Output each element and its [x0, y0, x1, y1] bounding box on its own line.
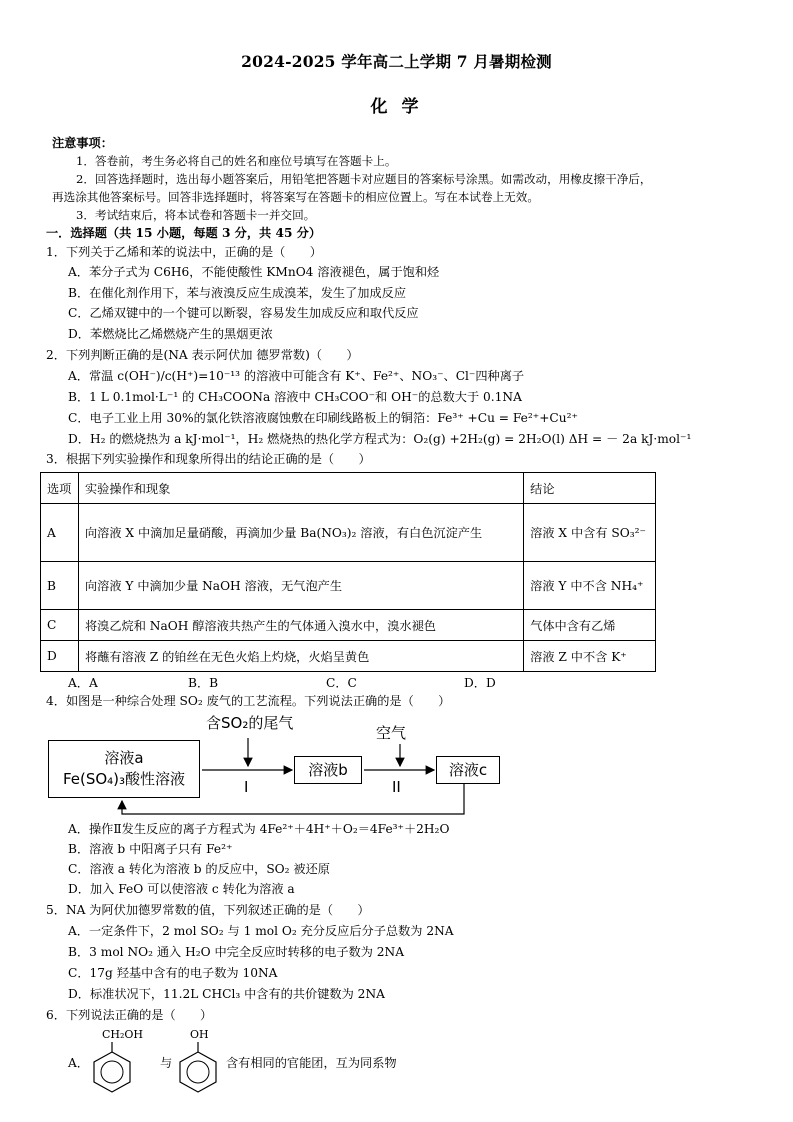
benzyl-alcohol-structure [88, 1042, 138, 1096]
table-cell: 溶液 X 中含有 SO₃²⁻ [524, 504, 656, 562]
exam-title: 2024-2025 学年高二上学期 7 月暑期检测 [241, 52, 552, 71]
question-stem: 2．下列判断正确的是(NA 表示阿伏加 德罗常数)（ ） [46, 348, 359, 362]
table-row [41, 562, 656, 610]
option-b: B．3 mol NO₂ 通入 H₂O 中完全反应时转移的电子数为 2NA [68, 945, 405, 959]
air-input-label: 空气 [376, 724, 407, 742]
section-heading: 一．选择题（共 15 小题，每题 3 分，共 45 分） [46, 226, 322, 240]
connector-word: 与 [160, 1056, 173, 1070]
table-cell: 溶液 Y 中不含 NH₄⁺ [524, 562, 656, 610]
notice-item: 1．答卷前，考生务必将自己的姓名和座位号填写在答题卡上。 [76, 154, 397, 168]
option-d: D．H₂ 的燃烧热为 a kJ·mol⁻¹，H₂ 燃烧热的热化学方程式为：O₂(g) +2H₂(g) = 2H₂O(l) ΔH = － 2a kJ·mol⁻¹ [68, 432, 692, 446]
option-c: C．C [326, 676, 357, 690]
option-a: A． [68, 1056, 89, 1070]
option-a: A．常温 c(OH⁻)/c(H⁺)=10⁻¹³ 的溶液中可能含有 K⁺、Fe²⁺、NO₃⁻、Cl⁻四种离子 [68, 369, 525, 383]
option-c: C．乙烯双键中的一个键可以断裂，容易发生加成反应和取代反应 [68, 306, 419, 320]
box-solution-a [48, 740, 200, 798]
option-b: B．1 L 0.1mol·L⁻¹ 的 CH₃COONa 溶液中 CH₃COO⁻和 OH⁻的总数大于 0.1NA [68, 390, 522, 404]
phenol-structure [174, 1042, 224, 1096]
notice-heading: 注意事项： [52, 136, 113, 150]
table-cell: C [41, 610, 79, 641]
notice-item: 3．考试结束后，将本试卷和答题卡一并交回。 [76, 208, 316, 222]
option-d: D．苯燃烧比乙烯燃烧产生的黑烟更浓 [68, 327, 273, 341]
gas-input-label: 含SO₂的尾气 [206, 714, 294, 732]
table-cell: 溶液 Z 中不含 K⁺ [524, 641, 656, 672]
option-b: B．在催化剂作用下，苯与液溴反应生成溴苯，发生了加成反应 [68, 286, 407, 300]
question-stem: 6．下列说法正确的是（ ） [46, 1008, 213, 1022]
experiment-table [40, 472, 656, 672]
step-label: II [392, 778, 401, 796]
table-cell: 气体中含有乙烯 [524, 610, 656, 641]
table-cell: 将蘸有溶液 Z 的铂丝在无色火焰上灼烧，火焰呈黄色 [78, 641, 523, 672]
option-a: A．苯分子式为 C6H6，不能使酸性 KMnO4 溶液褪色，属于饱和烃 [68, 265, 440, 279]
table-cell: 将溴乙烷和 NaOH 醇溶液共热产生的气体通入溴水中，溴水褪色 [78, 610, 523, 641]
option-d: D．D [464, 676, 496, 690]
option-b: B．B [188, 676, 219, 690]
table-cell: B [41, 562, 79, 610]
box-label: Fe(SO₄)₃酸性溶液 [62, 770, 186, 788]
option-c: C．溶液 a 转化为溶液 b 的反应中，SO₂ 被还原 [68, 862, 330, 876]
box-solution-c: 溶液c [436, 756, 500, 784]
subject-title: 化 学 [370, 97, 423, 117]
table-cell: 向溶液 Y 中滴加少量 NaOH 溶液，无气泡产生 [78, 562, 523, 610]
notice-item: 2．回答选择题时，选出每小题答案后，用铅笔把答题卡对应题目的答案标号涂黑。如需改动，用橡皮擦干净后， [76, 172, 652, 186]
substituent-label: CH₂OH [102, 1028, 144, 1041]
option-d: D．加入 FeO 可以使溶液 c 转化为溶液 a [68, 882, 295, 896]
table-cell: 向溶液 X 中滴加足量硝酸，再滴加少量 Ba(NO₃)₂ 溶液，有白色沉淀产生 [78, 504, 523, 562]
option-b: B．溶液 b 中阳离子只有 Fe²⁺ [68, 842, 233, 856]
option-d: D．标准状况下，11.2L CHCl₃ 中含有的共价键数为 2NA [68, 987, 385, 1001]
notice-item: 再选涂其他答案标号。回答非选择题时，将答案写在答题卡的相应位置上。写在本试卷上无效。 [52, 190, 539, 204]
table-row [41, 610, 656, 641]
table-header-row [41, 473, 656, 504]
table-cell: A [41, 504, 79, 562]
process-flow-diagram [44, 708, 514, 820]
box-solution-b: 溶液b [294, 756, 362, 784]
question-stem: 1．下列关于乙烯和苯的说法中，正确的是（ ） [46, 245, 322, 259]
table-row [41, 504, 656, 562]
option-c: C．电子工业上用 30%的氯化铁溶液腐蚀敷在印刷线路板上的铜箔：Fe³⁺ +Cu = Fe²⁺+Cu²⁺ [68, 411, 578, 425]
question-stem: 3．根据下列实验操作和现象所得出的结论正确的是（ ） [46, 452, 371, 466]
option-c: C．17g 羟基中含有的电子数为 10NA [68, 966, 278, 980]
table-row [41, 641, 656, 672]
option-text: 含有相同的官能团，互为同系物 [226, 1056, 397, 1070]
substituent-label: OH [190, 1028, 209, 1041]
step-label: I [244, 778, 249, 796]
table-header: 实验操作和现象 [78, 473, 523, 504]
table-header: 结论 [524, 473, 656, 504]
question-stem: 4．如图是一种综合处理 SO₂ 废气的工艺流程。下列说法正确的是（ ） [46, 694, 451, 708]
option-a: A．操作Ⅱ发生反应的离子方程式为 4Fe²⁺＋4H⁺＋O₂＝4Fe³⁺＋2H₂O [68, 822, 450, 836]
option-a: A．一定条件下，2 mol SO₂ 与 1 mol O₂ 充分反应后分子总数为 2NA [68, 924, 454, 938]
option-a: A．A [68, 676, 98, 690]
table-cell: D [41, 641, 79, 672]
table-header: 选项 [41, 473, 79, 504]
question-stem: 5．NA 为阿伏加德罗常数的值，下列叙述正确的是（ ） [46, 903, 370, 917]
box-label: 溶液a [104, 749, 144, 767]
